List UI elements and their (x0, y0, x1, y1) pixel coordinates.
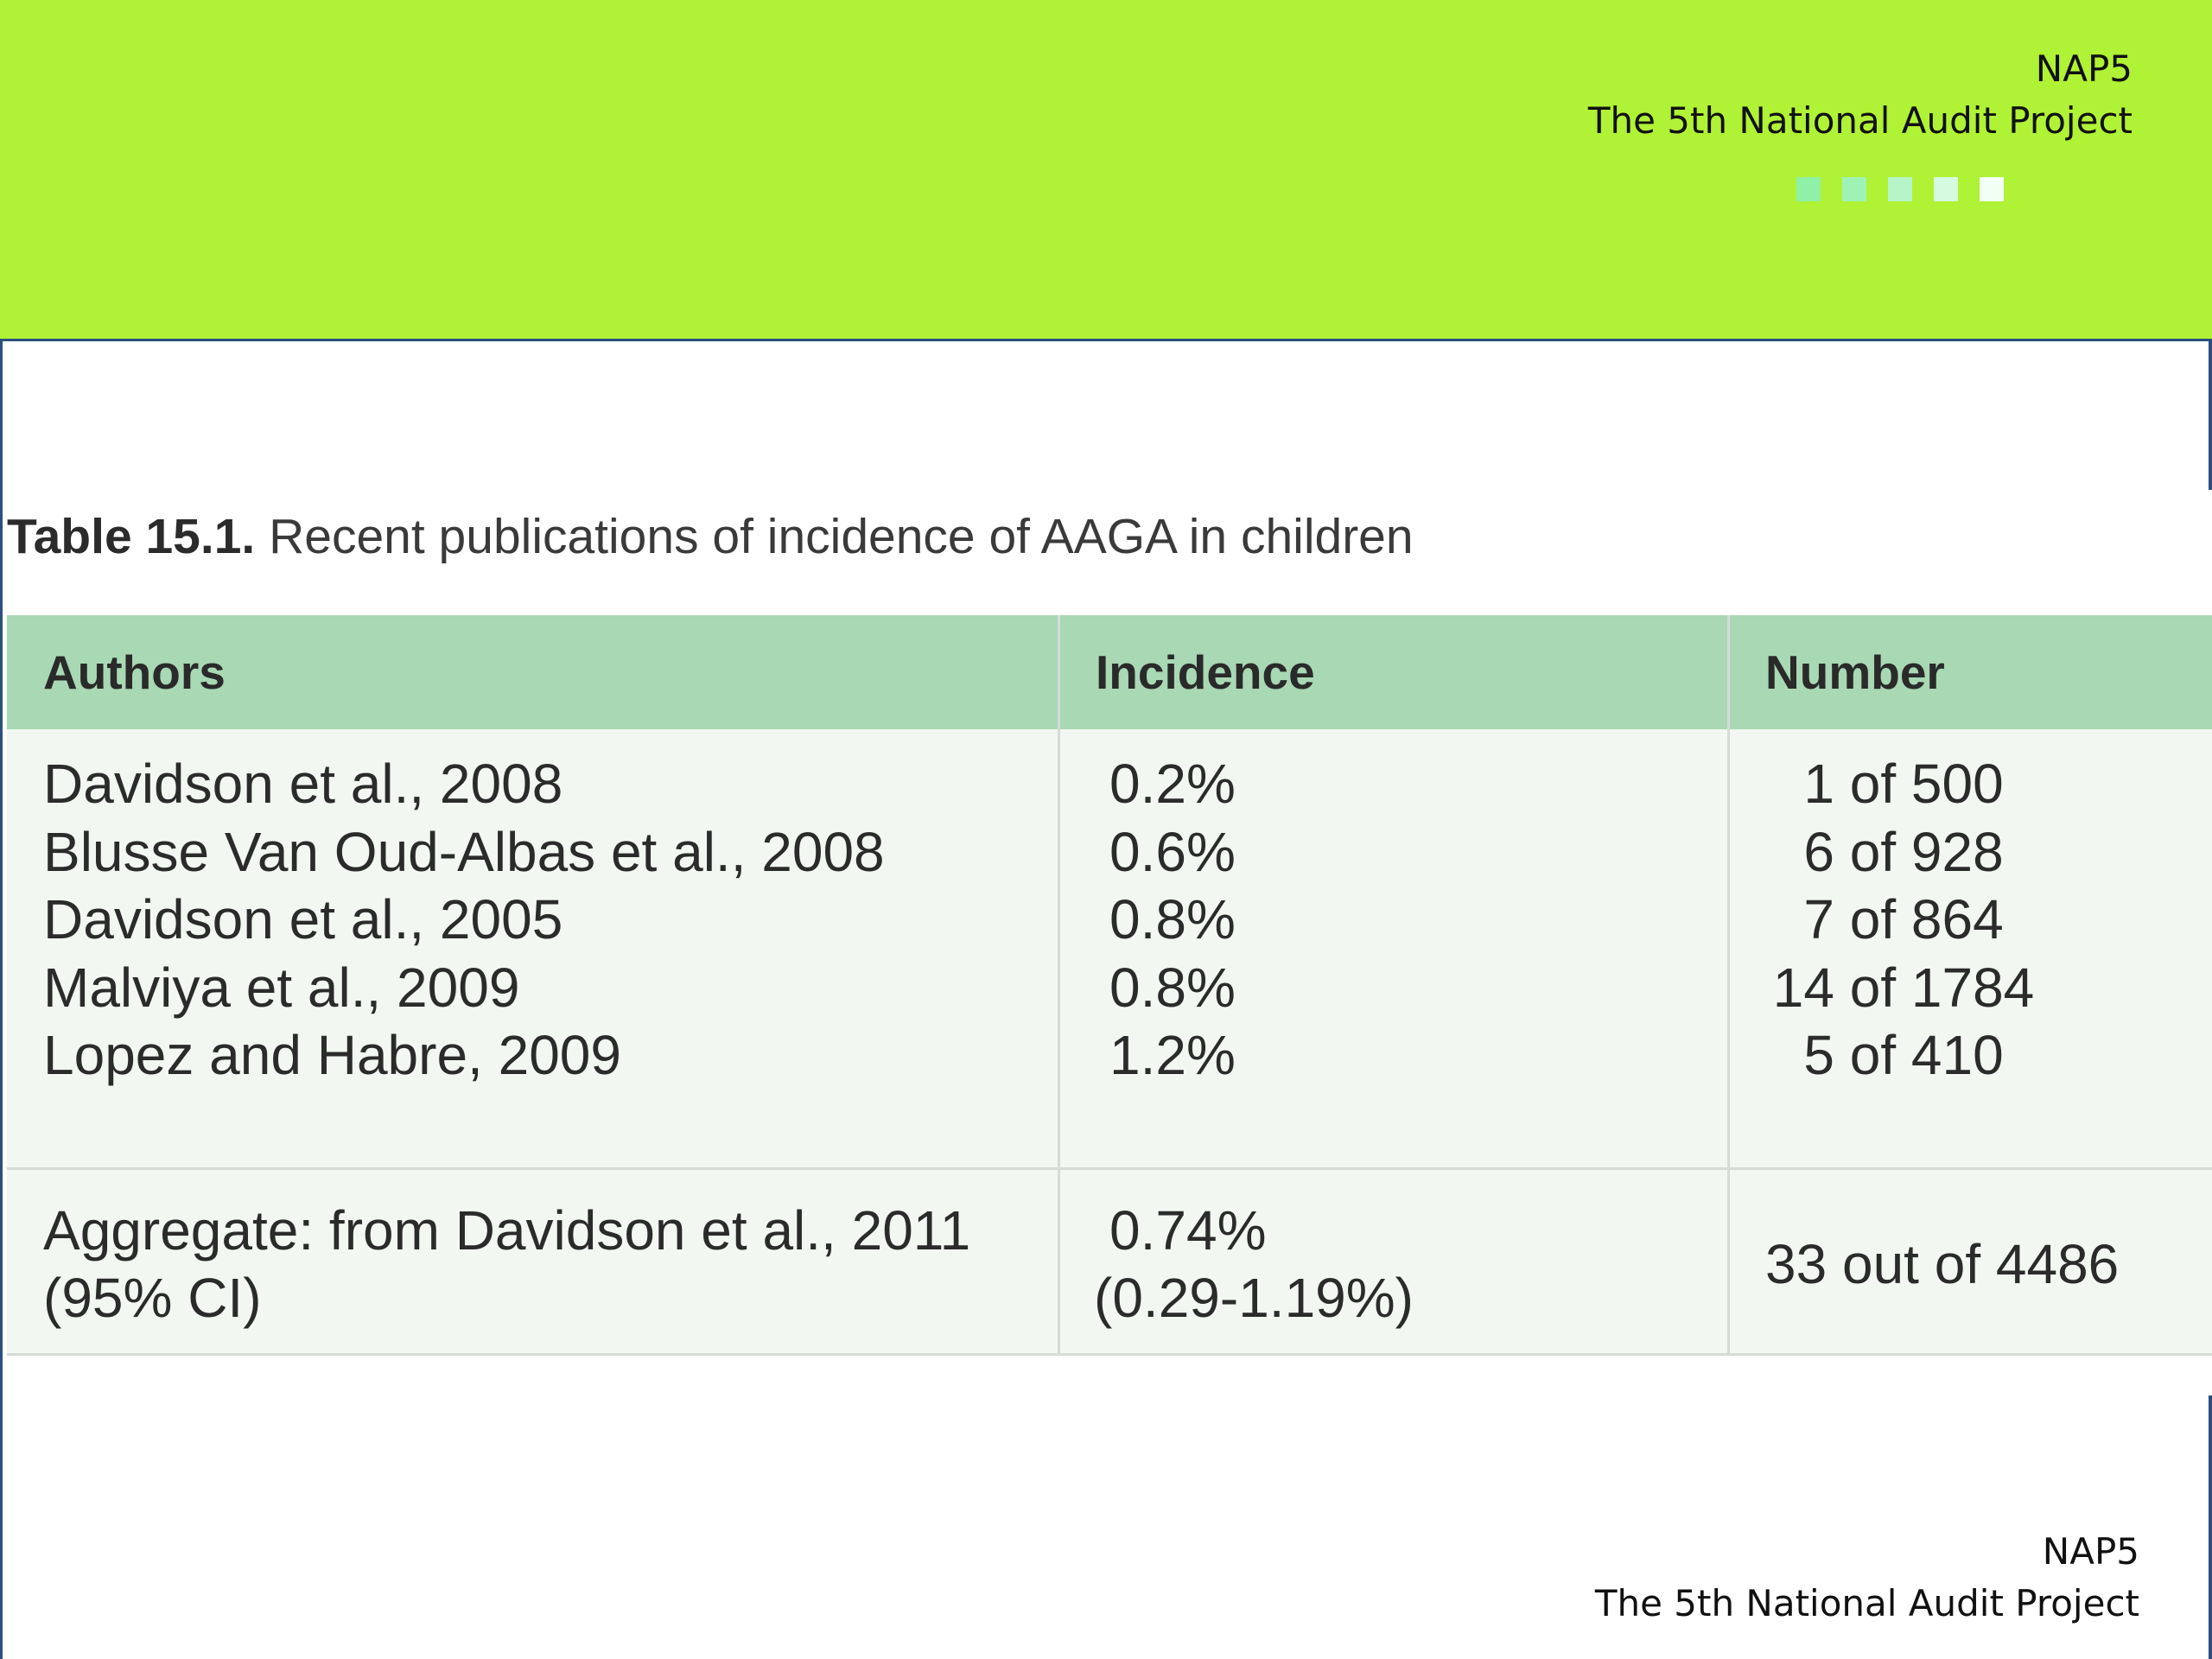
table-cell-number: 5 of 410 (1803, 1024, 2004, 1086)
decorative-square-icon (1796, 177, 1821, 201)
table-cell-incidence: 0.6% (1109, 820, 1236, 883)
header-dots (1796, 177, 2004, 201)
aggregate-incidence-cell (1094, 1197, 1414, 1332)
table-cell-number: 1 of 500 (1803, 753, 2004, 815)
table-cell-number: 14 of 1784 (1772, 956, 2035, 1019)
table-cell-incidence: 1.2% (1109, 1024, 1236, 1086)
column-header-incidence: Incidence (1096, 645, 1315, 699)
aggregate-authors-line2: (95% CI) (43, 1267, 262, 1329)
decorative-square-icon (1888, 177, 1912, 201)
incidence-column-cells (1109, 750, 1236, 1090)
authors-column-cells (43, 750, 885, 1090)
table-caption-label: Table 15.1. (7, 509, 256, 564)
decorative-square-icon (1842, 177, 1866, 201)
table-cell-number: 6 of 928 (1803, 820, 2004, 883)
number-column-cells (1765, 750, 2042, 1090)
frame-top-border (0, 339, 2212, 341)
column-header-authors: Authors (43, 645, 226, 699)
column-divider (1727, 615, 1730, 1356)
column-header-number: Number (1765, 645, 1945, 699)
decorative-square-icon (1980, 177, 2004, 201)
table-cell-incidence: 0.8% (1109, 956, 1236, 1019)
table-cell-incidence: 0.2% (1109, 753, 1236, 815)
aggregate-incidence-line1: 0.74% (1109, 1199, 1267, 1262)
footer-subtitle: The 5th National Audit Project (1594, 1582, 2139, 1624)
header-subtitle: The 5th National Audit Project (1587, 99, 2133, 142)
table-caption (7, 508, 1414, 565)
header-band (0, 0, 2212, 339)
column-divider (1058, 615, 1060, 1356)
table-cell-authors: Malviya et al., 2009 (43, 956, 520, 1019)
header-title: NAP5 (2035, 48, 2133, 90)
table-cell-number: 7 of 864 (1803, 888, 2004, 950)
table-cell-authors: Davidson et al., 2005 (43, 888, 563, 950)
table-cell-authors: Davidson et al., 2008 (43, 753, 563, 815)
header-branding (1588, 43, 2133, 147)
frame-left-border (0, 339, 3, 1659)
frame-right-border-lower (2209, 1395, 2212, 1659)
aggregate-number-cell: 33 out of 4486 (1765, 1233, 2120, 1295)
frame-right-border-upper (2209, 339, 2212, 490)
aggregate-incidence-line2: (0.29-1.19%) (1094, 1267, 1414, 1329)
table-cell-authors: Lopez and Habre, 2009 (43, 1024, 621, 1086)
row-divider (7, 1353, 2212, 1356)
footer-branding (1595, 1526, 2139, 1630)
aggregate-authors-line1: Aggregate: from Davidson et al., 2011 (43, 1199, 971, 1262)
incidence-table (7, 615, 2212, 1356)
table-cell-authors: Blusse Van Oud-Albas et al., 2008 (43, 820, 885, 883)
decorative-square-icon (1934, 177, 1958, 201)
table-caption-text: Recent publications of incidence of AAGA in children (269, 509, 1414, 564)
table-header-row (7, 615, 2212, 729)
row-divider (7, 1167, 2212, 1170)
footer-title: NAP5 (2042, 1530, 2139, 1573)
table-cell-incidence: 0.8% (1109, 888, 1236, 950)
aggregate-authors-cell (43, 1197, 970, 1332)
